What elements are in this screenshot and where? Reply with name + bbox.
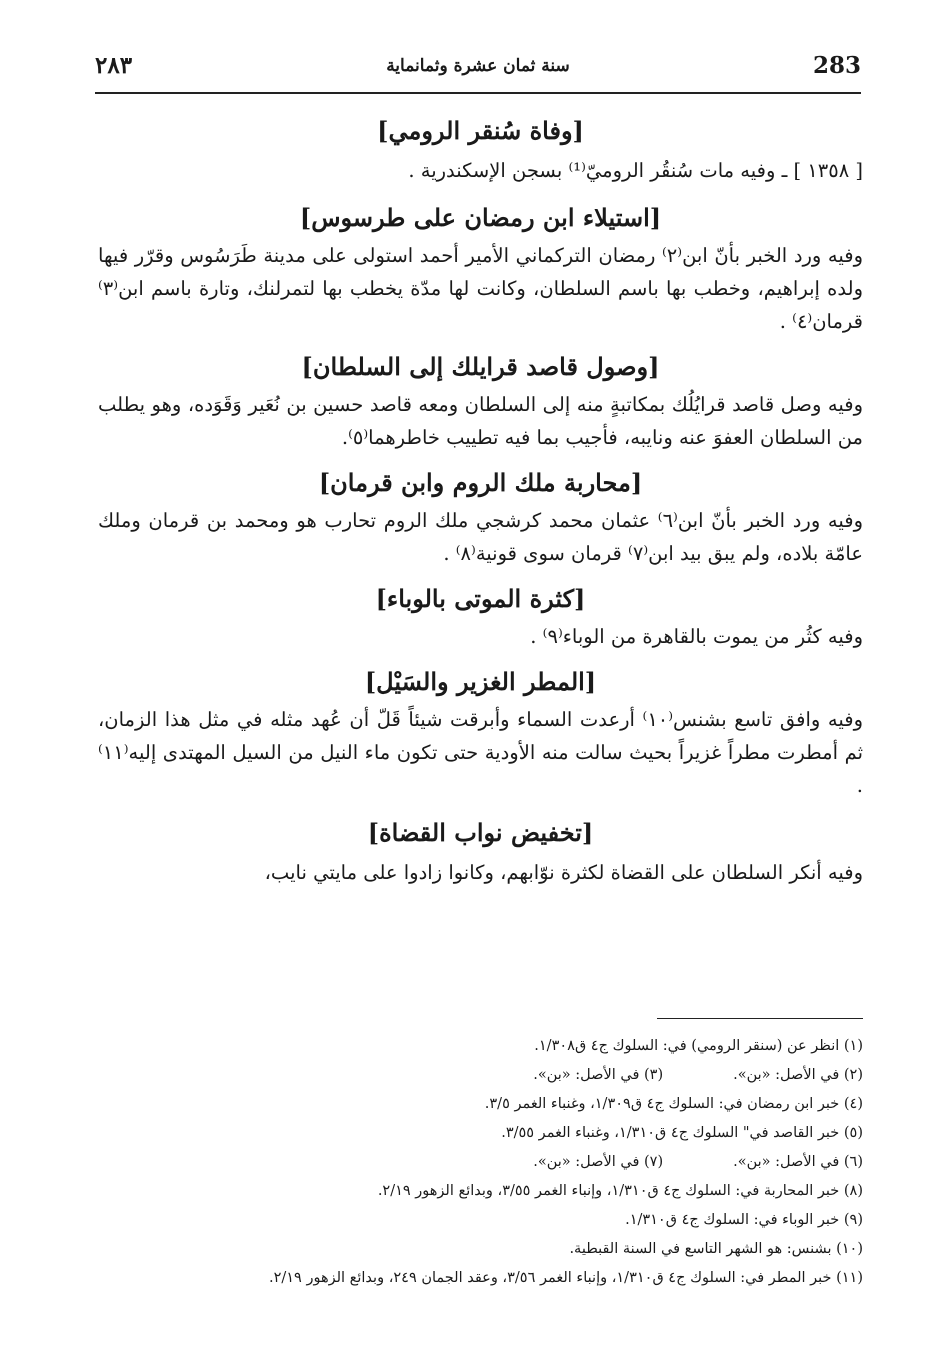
- footnote: (٩) خبر الوباء في: السلوك ج٤ ق١/٣١٠.: [625, 1212, 863, 1228]
- footnote: (١١) خبر المطر في: السلوك ج٤ ق١/٣١٠، وإنباء الغمر ٣/٥٦، وعقد الجمان ٢٤٩، وبدائع الزهور ٢/١٩.: [268, 1270, 863, 1286]
- footnote: (٢) في الأصل: «بن».: [733, 1067, 863, 1083]
- section-paragraph: وفيه وافق تاسع بشنس⁽١٠⁾ أرعدت السماء وأبرقت شيئاً قَلّ أن عُهد مثله في مثل هذا الزمان، ثم أمطرت مطراً غزيراً بحيث سالت منه الأودية حتى تكون ماء النيل من السيل المهتدى إليه⁽١١⁾ .: [98, 708, 863, 797]
- section-paragraph: وفيه كثُر من يموت بالقاهرة من الوباء⁽٩⁾ .: [530, 625, 863, 648]
- section-heading: [وصول قاصد قرايلك إلى السلطان]: [301, 352, 660, 381]
- page-number-latin: 283: [812, 52, 861, 79]
- footnotes: [100, 1032, 863, 1293]
- footnote: (٣) في الأصل: «بن».: [533, 1067, 664, 1083]
- footnote: (٦) في الأصل: «بن».: [733, 1154, 863, 1170]
- header-rule: [95, 92, 861, 94]
- section-paragraph: وفيه ورد الخبر بأنّ ابن⁽٦⁾ عثمان محمد كرشجي ملك الروم تحارب هو ومحمد بن قرمان وملك عامّة بلاده، ولم يبق بيد ابن⁽٧⁾ قرمان سوى قونية⁽٨⁾ .: [98, 509, 863, 565]
- section-heading: [كثرة الموتى بالوباء]: [375, 584, 586, 613]
- section-paragraph: وفيه ورد الخبر بأنّ ابن⁽٢⁾ رمضان التركماني الأمير أحمد استولى على مدينة طَرَسُوس وقرّر فيها ولده إبراهيم، وخطب بها باسم السلطان، وكانت لها مدّة يخطب بها لتمرلنك، وتارة باسم ابن⁽٣⁾ قرمان⁽٤⁾ .: [98, 244, 864, 333]
- section-heading: [تخفيض نواب القضاة]: [367, 818, 594, 847]
- section-heading: [محاربة ملك الروم وابن قرمان]: [318, 468, 643, 497]
- footnote-rule: [657, 1018, 863, 1019]
- footnote: (٧) في الأصل: «بن».: [533, 1154, 664, 1170]
- section-heading: [المطر الغزير والسَيْل]: [364, 667, 597, 696]
- footnote-pair: [100, 1148, 863, 1177]
- section-paragraph: [ ١٣٥٨ ] ـ وفيه مات سُنقُر الروميّ⁽¹⁾ بسجن الإسكندرية .: [408, 159, 863, 182]
- footnote: (٤) خبر ابن رمضان في: السلوك ج٤ ق١/٣٠٩، وغنباء الغمر ٣/٥.: [484, 1096, 863, 1112]
- footnote: (٥) خبر القاصد في" السلوك ج٤ ق١/٣١٠، وغنباء الغمر ٣/٥٥.: [501, 1125, 863, 1141]
- footnote: (١٠) بشنس: هو الشهر التاسع في السنة القبطية.: [569, 1241, 863, 1257]
- running-title: سنة ثمان عشرة وثمانماية: [386, 56, 570, 76]
- footnote-pair: [100, 1061, 863, 1090]
- section-heading: [وفاة سُنقر الرومي]: [377, 116, 584, 145]
- main-text: [98, 108, 863, 889]
- footnote: (٨) خبر المحاربة في: السلوك ج٤ ق١/٣١٠، وإنباء الغمر ٣/٥٥، وبدائع الزهور ٢/١٩.: [377, 1183, 863, 1199]
- page-header: [95, 52, 861, 92]
- section-paragraph: وفيه وصل قاصد قرايُلُك بمكاتبةٍ منه إلى السلطان ومعه قاصد حسين بن نُعَير وَقَوَده، وهو يطلب من السلطان العفوَ عنه ونايبه، فأجيب بما فيه تطييب خاطرهما⁽٥⁾.: [98, 393, 863, 449]
- page-number-arabic: ٢٨٣: [95, 52, 133, 79]
- footnote: (١) انظر عن (سنقر الرومي) في: السلوك ج٤ ق١/٣٠٨.: [534, 1038, 863, 1054]
- section-heading: [استيلاء ابن رمضان على طرسوس]: [299, 203, 662, 232]
- section-paragraph: وفيه أنكر السلطان على القضاة لكثرة نوّابهم، وكانوا زادوا على مايتي نايب،: [264, 861, 863, 884]
